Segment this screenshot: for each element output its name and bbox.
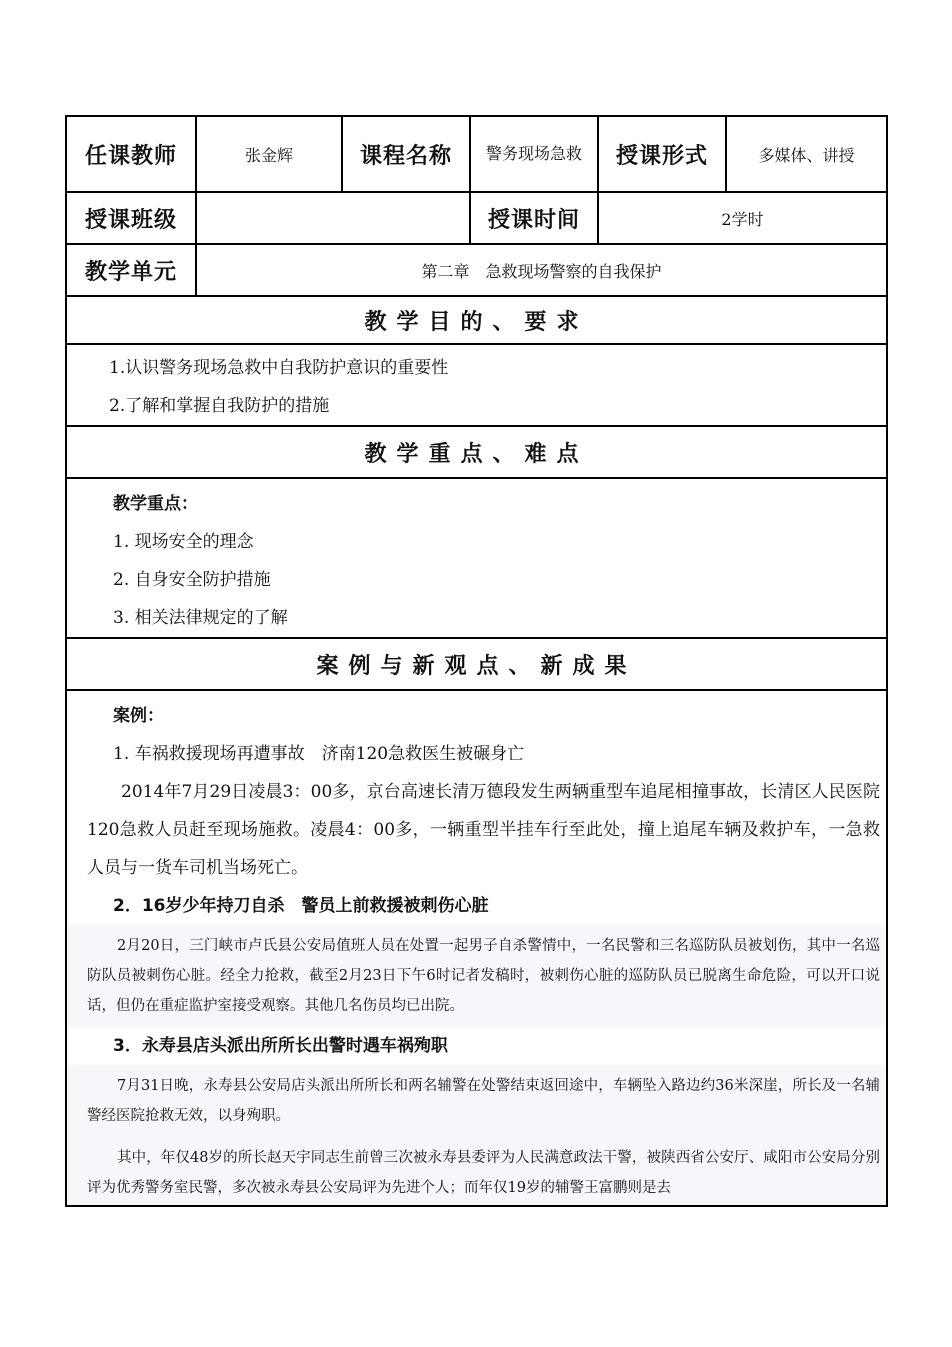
- case-2-text: 2月20日，三门峡市卢氏县公安局值班人员在处置一起男子自杀警情中，一名民警和三名巡防队员被划伤，其中一名巡防队员被刺伤心脏。经全力抢救，截至2月23日下午6时记者发稿时，被刺伤心脏的巡防队员已脱离生命危险，可以开口说话，但仍在重症监护室接受观察。其他几名伤员均已出院。: [67, 925, 886, 1027]
- case-3-title: 3．永寿县店头派出所所长出警时遇车祸殉职: [113, 1036, 448, 1056]
- unit-label: 教学单元: [66, 244, 196, 296]
- objective-item: 1.认识警务现场急救中自我防护意识的重要性: [109, 358, 449, 378]
- time-value: 2学时: [598, 192, 887, 244]
- form-value: 多媒体、讲授: [726, 116, 887, 192]
- objective-item: 2.了解和掌握自我防护的措施: [109, 396, 330, 416]
- key-points-body: [66, 478, 887, 638]
- class-label: 授课班级: [66, 192, 196, 244]
- class-value: [196, 192, 470, 244]
- objectives-body: [66, 344, 887, 426]
- time-label: 授课时间: [470, 192, 598, 244]
- key-points-title: 教学重点、难点: [66, 426, 887, 478]
- cases-heading: 案例：: [113, 706, 164, 726]
- teacher-label: 任课教师: [66, 116, 196, 192]
- case-1-title: 1. 车祸救援现场再遭事故 济南120急救医生被碾身亡: [113, 744, 525, 764]
- form-label: 授课形式: [598, 116, 726, 192]
- teacher-value: 张金辉: [196, 116, 342, 192]
- case-2-title: 2．16岁少年持刀自杀 警员上前救援被刺伤心脏: [113, 896, 489, 916]
- key-point-item: 2. 自身安全防护措施: [113, 570, 271, 590]
- case-1-text: 2014年7月29日凌晨3：00多，京台高速长清万德段发生两辆重型车追尾相撞事故，长清区人民医院120急救人员赶至现场施救。凌晨4：00多，一辆重型半挂车行至此处，撞上追尾车辆及救护车，一急救人员与一货车司机当场死亡。: [87, 782, 880, 878]
- course-value: 警务现场急救: [470, 116, 598, 192]
- objectives-title: 教学目的、要求: [66, 296, 887, 344]
- cases-title: 案例与新观点、新成果: [66, 638, 887, 690]
- case-3-text-1: 7月31日晚，永寿县公安局店头派出所所长和两名辅警在处警结束返回途中，车辆坠入路边约36米深崖，所长及一名辅警经医院抢救无效，以身殉职。: [67, 1065, 886, 1137]
- key-points-heading: 教学重点：: [113, 494, 198, 514]
- cases-body: [66, 690, 887, 1206]
- unit-value: 第二章 急救现场警察的自我保护: [196, 244, 887, 296]
- lesson-plan-table: [65, 115, 888, 1207]
- course-label: 课程名称: [342, 116, 470, 192]
- case-3-text-2: 其中，年仅48岁的所长赵天宇同志生前曾三次被永寿县委评为人民满意政法干警，被陕西省公安厅、咸阳市公安局分别评为优秀警务室民警，多次被永寿县公安局评为先进个人；而年仅19岁的辅警王富鹏则是去: [67, 1137, 886, 1205]
- key-point-item: 3. 相关法律规定的了解: [113, 608, 288, 628]
- key-point-item: 1. 现场安全的理念: [113, 532, 254, 552]
